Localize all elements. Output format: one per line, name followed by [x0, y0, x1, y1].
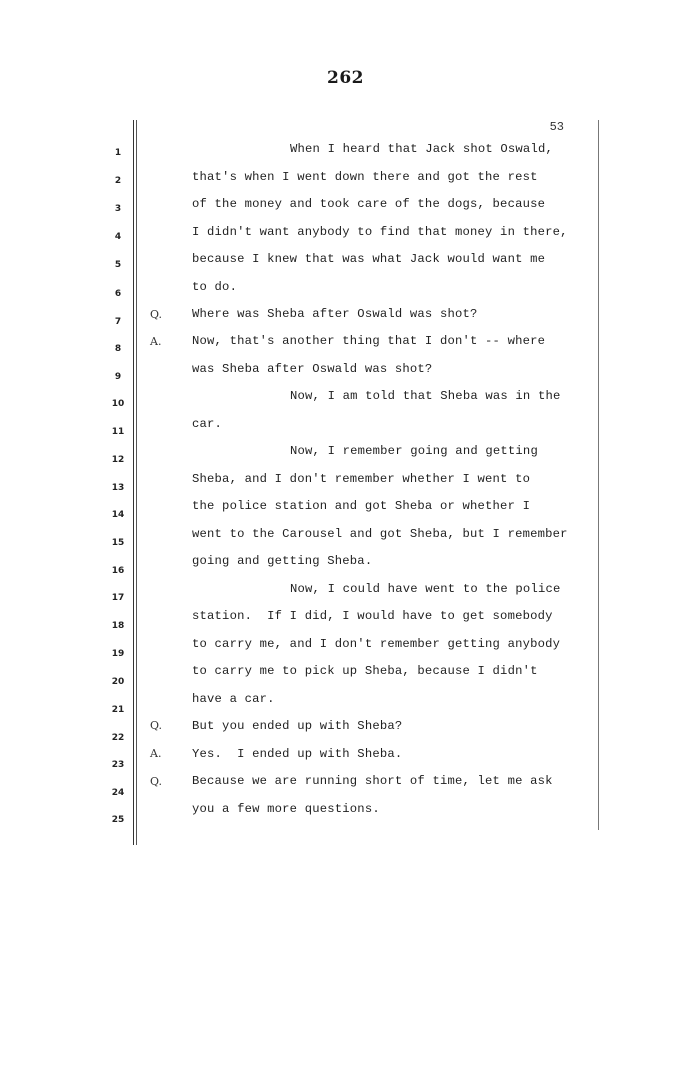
line-number: 17: [111, 593, 125, 603]
line-number: 10: [111, 399, 125, 409]
line-number: 13: [111, 483, 125, 493]
transcript-line: When I heard that Jack shot Oswald,: [290, 142, 553, 156]
line-number: 12: [111, 455, 125, 465]
transcript-page-number: 53: [549, 120, 564, 134]
transcript-line: I didn't want anybody to find that money in there,: [192, 225, 568, 239]
line-number: 24: [111, 788, 125, 798]
transcript-line: car.: [192, 417, 223, 431]
transcript-line: have a car.: [192, 692, 275, 706]
transcript-line: went to the Carousel and got Sheba, but I remember: [192, 527, 568, 541]
transcript-line: Sheba, and I don't remember whether I went to: [192, 472, 531, 486]
transcript-line: the police station and got Sheba or whether I: [192, 499, 531, 513]
transcript-line: But you ended up with Sheba?: [192, 719, 403, 733]
transcript-line: station. If I did, I would have to get somebody: [192, 609, 553, 623]
transcript-line: going and getting Sheba.: [192, 554, 373, 568]
transcript-line: was Sheba after Oswald was shot?: [192, 362, 433, 376]
page-number: 262: [327, 68, 364, 88]
line-number: 2: [114, 176, 122, 186]
line-number: 16: [111, 566, 125, 576]
question-marker: Q.: [150, 308, 162, 321]
line-number: 21: [111, 705, 125, 715]
line-number: 6: [114, 289, 122, 299]
answer-marker: A.: [150, 747, 162, 760]
line-number: 25: [111, 815, 125, 825]
line-number: 11: [111, 427, 125, 437]
line-number: 15: [111, 538, 125, 548]
transcript-line: to carry me to pick up Sheba, because I didn't: [192, 664, 538, 678]
transcript-line: Where was Sheba after Oswald was shot?: [192, 307, 478, 321]
transcript-line: of the money and took care of the dogs, because: [192, 197, 546, 211]
left-margin-rule-inner: [136, 120, 137, 845]
transcript-line: Now, that's another thing that I don't -- where: [192, 334, 546, 348]
transcript-line: to carry me, and I don't remember getting anybody: [192, 637, 561, 651]
question-marker: Q.: [150, 775, 162, 788]
line-number: 9: [114, 372, 122, 382]
line-number: 5: [114, 260, 122, 270]
transcript-line: you a few more questions.: [192, 802, 380, 816]
line-number: 20: [111, 677, 125, 687]
line-number: 1: [114, 148, 122, 158]
transcript-line: Now, I could have went to the police: [290, 582, 561, 596]
line-number: 3: [114, 204, 122, 214]
left-margin-rule: [133, 120, 134, 845]
line-number: 18: [111, 621, 125, 631]
transcript-line: that's when I went down there and got the rest: [192, 170, 538, 184]
transcript-line: to do.: [192, 280, 238, 294]
right-margin-rule: [598, 120, 599, 830]
question-marker: Q.: [150, 719, 162, 732]
answer-marker: A.: [150, 335, 162, 348]
line-number: 7: [114, 317, 122, 327]
line-number: 19: [111, 649, 125, 659]
line-number: 23: [111, 760, 125, 770]
line-number: 22: [111, 733, 125, 743]
transcript-line: Now, I am told that Sheba was in the: [290, 389, 561, 403]
transcript-line: because I knew that was what Jack would want me: [192, 252, 546, 266]
transcript-line: Because we are running short of time, let me ask: [192, 774, 553, 788]
transcript-line: Yes. I ended up with Sheba.: [192, 747, 403, 761]
line-number: 14: [111, 510, 125, 520]
transcript-line: Now, I remember going and getting: [290, 444, 538, 458]
line-number: 4: [114, 232, 122, 242]
line-number: 8: [114, 344, 122, 354]
